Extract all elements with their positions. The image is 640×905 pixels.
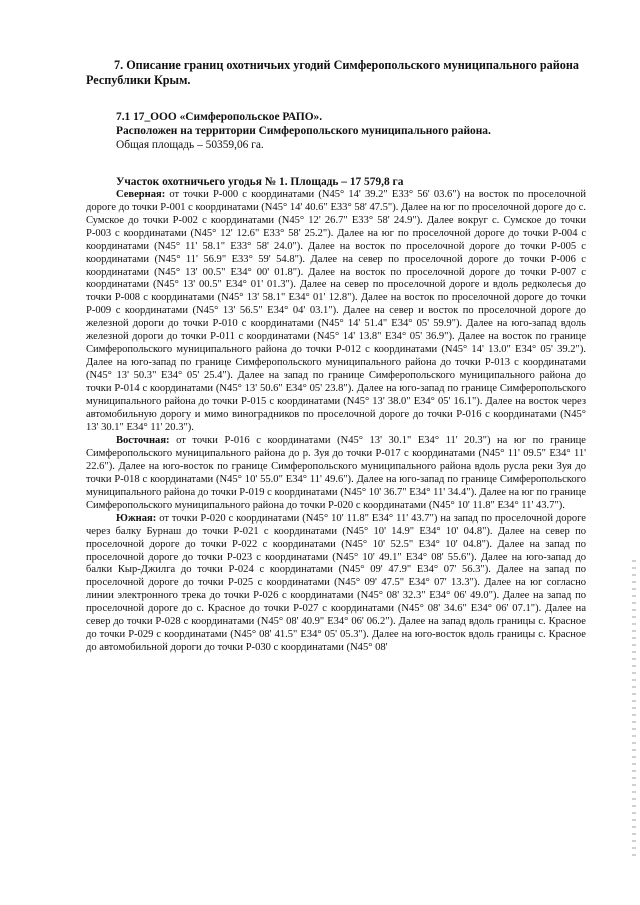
east-boundary-paragraph <box>86 435 586 513</box>
east-boundary-label: Восточная: <box>116 434 170 446</box>
south-boundary-text: от точки Р-020 с координатами (N45° 10' 11.8" E34° 11' 43.7") на запад по проселочной дороге через балку Бурнаш до точки Р-021 с координатами (N45° 10' 14.9" E34° 10' 04.8"). Далее на север по проселочной дороге до точки Р-022 с координатами (N45° 10' 52.5" E34° 10' 04.8"). Далее на запад по проселочной дороге до точки Р-023 с координатами (N45° 10' 49.1" E34° 08' 55.6"). Далее на юго-запад до балки Кыр-Джилга до точки Р-024 с координатами (N45° 09' 47.9" E34° 07' 56.3"). Далее на запад по проселочной дороге до точки Р-025 с координатами (N45° 09' 47.5" E34° 07' 13.3"). Далее на юг согласно линии электронного трека до точки Р-026 с координатами (N45° 08' 32.3" E34° 06' 49.0"). Далее на запад по проселочной дороге до с. Красное до точки Р-027 с координатами (N45° 08' 34.6" E34° 06' 07.1"). Далее на север до точки Р-028 с координатами (N45° 08' 40.9" E34° 06' 06.2"). Далее на запад вдоль границы с. Красное до точки Р-029 с координатами (N45° 08' 41.5" E34° 05' 05.3"). Далее на юго-восток вдоль границы с. Красное до автомобильной дороги до точки Р-030 с координатами (N45° 08' <box>86 512 586 654</box>
subsection-location: Расположен на территории Симферопольского муниципального района. <box>116 125 491 138</box>
document-page <box>86 58 586 655</box>
north-boundary-label: Северная: <box>116 188 166 200</box>
north-boundary-paragraph <box>86 189 586 435</box>
east-boundary-text: от точки Р-016 с координатами (N45° 13' 30.1" E34° 11' 20.3") на юг по границе Симферопольского муниципального района до р. Зуя до точки Р-017 с координатами (N45° 11' 09.5" E34° 11' 22.6"). Далее на юго-восток по границе Симферопольского муниципального района вдоль русла реки Зуя до точки Р-018 с координатами (N45° 10' 55.0" E34° 11' 49.6"). Далее на юго-запад по границе Симферопольского муниципального района до точки Р-019 с координатами (N45° 10' 36.7" E34° 11' 34.4"). Далее на юг по границе Симферопольского муниципального района до точки Р-020 с координатами (N45° 10' 11.8" E34° 11' 43.7"). <box>86 434 586 511</box>
south-boundary-label: Южная: <box>116 512 157 524</box>
plot-title: Участок охотничьего угодья № 1. Площадь – 17 579,8 га <box>116 175 404 188</box>
north-boundary-text: от точки Р-000 с координатами (N45° 14' 39.2" E33° 56' 03.6") на восток по проселочной дороге до точки Р-001 с координатами (N45° 14' 40.6" E33° 58' 47.5"). Далее на юг по проселочной дороге до с. Сумское до точки Р-002 с координатами (N45° 12' 26.7" E33° 58' 24.9"). Далее вокруг с. Сумское до точки Р-003 с координатами (N45° 12' 12.6" E33° 58' 25.2"). Далее на юг по проселочной дороге до точки Р-004 с координатами (N45° 11' 58.1" E33° 58' 24.0"). Далее на восток по проселочной дороге до точки Р-005 с координатами (N45° 11' 56.9" E33° 59' 54.8"). Далее на север по проселочной дороге до точки Р-006 с координатами (N45° 13' 00.5" E34° 00' 01.8"). Далее на восток по проселочной дороге до точки Р-007 с координатами (N45° 13' 00.5" E34° 01' 01.3"). Далее на север по проселочной дороге и вдоль редколесья до точки Р-008 с координатами (N45° 13' 58.1" E34° 01' 12.8"). Далее на восток по проселочной дороге до точки Р-009 с координатами (N45° 13' 56.5" E34° 04' 03.1"). Далее на север и восток по проселочной дороге до железной дороги до точки Р-010 с координатами (N45° 14' 51.4" E34° 05' 59.9"). Далее на юго-запад вдоль железной дороги до точки Р-011 с координатами (N45° 14' 13.8" E34° 05' 36.9"). Далее на восток по границе Симферопольского муниципального района до точки Р-012 с координатами (N45° 14' 13.0" E34° 05' 39.2"). Далее на юго-запад по границе Симферопольского муниципального района до точки Р-013 с координатами (N45° 13' 50.3" E34° 05' 25.4"). Далее на запад по границе Симферопольского муниципального района до точки Р-014 с координатами (N45° 13' 50.6" E34° 05' 23.8"). Далее на юго-запад по границе Симферопольского муниципального района до точки Р-015 с координатами (N45° 13' 38.0" E34° 05' 16.1"). Далее на восток через автомобильную дорогу и мимо виноградников по проселочной дороге до точки Р-016 с координатами (N45° 13' 30.1" E34° 11' 20.3"). <box>86 188 586 433</box>
section-heading: 7. Описание границ охотничьих угодий Симферопольского муниципального района Республики Крым. <box>86 58 579 87</box>
subsection-title: 7.1 17_ООО «Симферопольское РАПО». <box>116 111 323 123</box>
subsection-area: Общая площадь – 50359,06 га. <box>116 139 264 152</box>
scan-margin-mark <box>632 560 636 860</box>
south-boundary-paragraph <box>86 513 586 655</box>
